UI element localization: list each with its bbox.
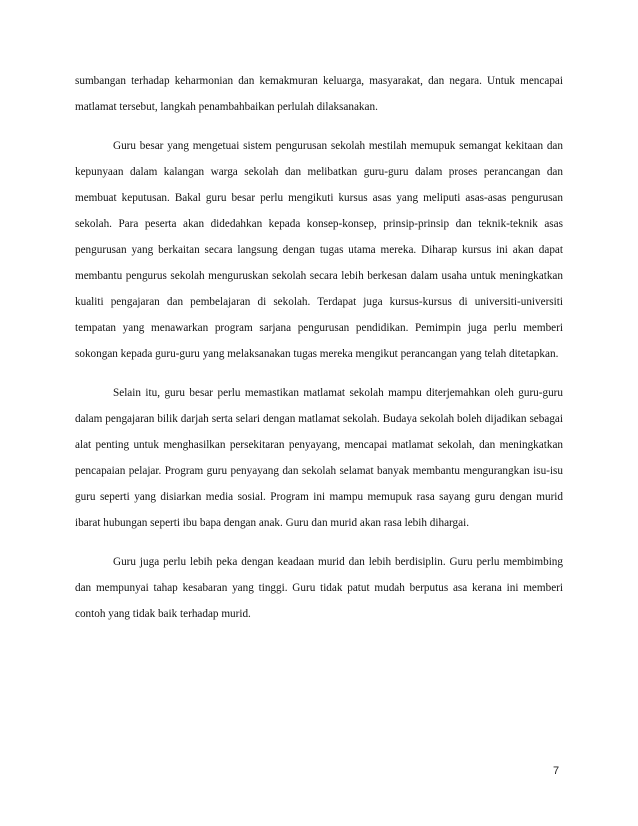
page-number: 7 <box>553 765 560 777</box>
document-body <box>75 68 563 640</box>
paragraph-guru-besar-pengurusan: Guru besar yang mengetuai sistem pengurusan sekolah mestilah memupuk semangat kekitaan dan kepunyaan dalam kalangan warga sekolah dan melibatkan guru-guru dalam proses perancangan dan membuat keputusan. Bakal guru besar perlu mengikuti kursus asas yang meliputi asas-asas pengurusan sekolah. Para peserta akan didedahkan kepada konsep-konsep, prinsip-prinsip dan teknik-teknik asas pengurusan yang berkaitan secara langsung dengan tugas utama mereka. Diharap kursus ini akan dapat membantu pengurus sekolah menguruskan sekolah secara lebih berkesan dalam usaha untuk meningkatkan kualiti pengajaran dan pembelajaran di sekolah. Terdapat juga kursus-kursus di universiti-universiti tempatan yang menawarkan program sarjana pengurusan pendidikan. Pemimpin juga perlu memberi sokongan kepada guru-guru yang melaksanakan tugas mereka mengikut perancangan yang telah ditetapkan. <box>75 140 563 360</box>
paragraph-matlamat-sekolah: Selain itu, guru besar perlu memastikan matlamat sekolah mampu diterjemahkan oleh guru-guru dalam pengajaran bilik darjah serta selari dengan matlamat sekolah. Budaya sekolah boleh dijadikan sebagai alat penting untuk menghasilkan persekitaran penyayang, mencapai matlamat sekolah, dan meningkatkan pencapaian pelajar. Program guru penyayang dan sekolah selamat banyak membantu mengurangkan isu-isu guru seperti yang disiarkan media sosial. Program ini mampu memupuk rasa sayang guru dengan murid ibarat hubungan seperti ibu bapa dengan anak. Guru dan murid akan rasa lebih dihargai. <box>75 387 563 529</box>
paragraph-guru-peka: Guru juga perlu lebih peka dengan keadaan murid dan lebih berdisiplin. Guru perlu membimbing dan mempunyai tahap kesabaran yang tinggi. Guru tidak patut mudah berputus asa kerana ini memberi contoh yang tidak baik terhadap murid. <box>75 556 563 620</box>
paragraph-continuation: sumbangan terhadap keharmonian dan kemakmuran keluarga, masyarakat, dan negara. Untuk mencapai matlamat tersebut, langkah penambahbaikan perlulah dilaksanakan. <box>75 75 563 113</box>
